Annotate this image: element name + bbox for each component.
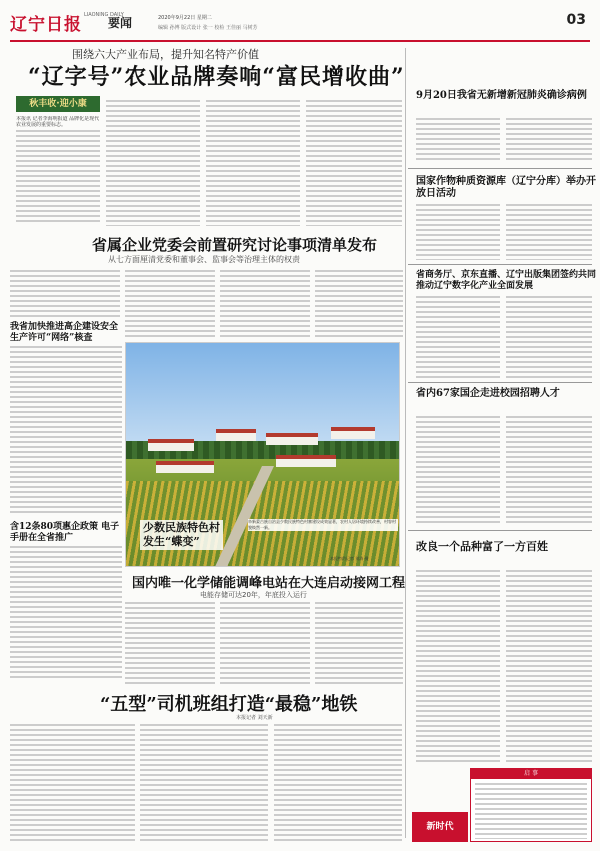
right-item4-col-2 [506,416,592,526]
right-item3-headline[interactable]: 省商务厅、京东直播、辽宁出版集团签约共同推动辽宁数字化产业全面发展 [416,270,597,291]
right-item2-col-1 [416,204,500,260]
story4-headline[interactable]: “五型”司机班组打造“最稳”地铁 [100,694,358,715]
left-story-a-headline[interactable]: 我省加快推进高企建设安全生产许可“网络”核查 [10,322,119,343]
right-divider [408,530,592,531]
masthead [10,8,590,42]
story2-col-2 [125,270,215,338]
right-item5-col-1 [416,570,500,762]
notice-body [475,783,587,839]
lead-headline[interactable]: “辽字号”农业品牌奏响“富民增收曲” [28,64,405,90]
right-item2-headline[interactable]: 国家作物种质资源库（辽宁分库）举办开放日活动 [416,176,596,199]
right-item5-headline[interactable]: 改良一个品种富了一方百姓 [416,540,548,553]
story4-col-3 [274,724,402,842]
house [156,461,214,473]
logo-subtext: LIAONING DAILY [84,12,124,18]
harvest-banner-tag: 秋丰收·迎小康 [16,96,100,112]
story2-headline[interactable]: 省属企业党委会前置研究讨论事项清单发布 [92,236,378,254]
lead-article-col-4 [306,100,402,226]
house [331,427,375,439]
left-story-b-headline[interactable]: 含12条80项惠企政策 电子手册在全省推广 [10,522,120,543]
story3-subhead: 电能存储可达20年，年底投入运行 [200,591,307,599]
section-title: 要闻 [108,16,133,30]
notice-title: 启 事 [471,769,591,779]
story2-col-1 [10,270,120,318]
column-divider [405,48,406,838]
story2-subhead: 从七方面厘清党委和董事会、监事会等治理主体的权责 [108,255,300,264]
photo-caption-title: 少数民族特色村 发生“蝶变” [140,520,223,550]
photo-caption-text: 阜新蒙古族自治县少数民族特色村寨建设成效显著，农村人居环境持续改善，村容村貌焕然一新。 [248,519,396,530]
right-divider [408,264,592,265]
lead-lede: 本报讯 记者李海明报道 品牌化是现代农业发展的重要标志。 [16,116,100,128]
story3-col-2 [220,602,310,684]
editor-credits: 编辑 孙博 版式设计 张一 校检 王佳丽 马树芳 [158,25,258,31]
story3-col-1 [125,602,215,684]
right-item4-headline[interactable]: 省内67家国企走进校园招聘人才 [416,388,560,399]
right-item1-col-2 [506,118,592,162]
house [216,429,256,441]
left-story-b-body [10,546,122,680]
xinshidai-logo: 新时代 [412,812,468,842]
story2-col-3 [220,270,310,338]
lead-article-col-1 [16,116,100,226]
right-item3-col-2 [506,296,592,378]
right-item2-col-2 [506,204,592,260]
right-item1-headline[interactable]: 9月20日我省无新增新冠肺炎确诊病例 [416,90,587,101]
lead-article-col-2 [106,100,200,226]
newspaper-logo: 辽宁日报 [10,15,82,35]
right-item5-col-2 [506,570,592,762]
photo-credit: 本报特约记者 刘涛 摄 [330,556,369,561]
story4-byline: 本报记者 刘天新 [236,715,273,721]
house [148,439,194,451]
house [276,455,336,467]
lead-article-col-3 [206,100,300,226]
issue-date: 2020年9月22日 星期二 [158,15,212,21]
left-story-a-body [10,346,122,516]
story4-col-1 [10,724,135,842]
story4-col-2 [140,724,268,842]
page-number: 03 [566,12,586,28]
story3-col-3 [315,602,403,684]
story3-headline[interactable]: 国内唯一化学储能调峰电站在大连启动接网工程 [132,576,406,591]
right-item3-col-1 [416,296,500,378]
right-item4-col-1 [416,416,500,526]
story2-col-4 [315,270,403,338]
right-divider [408,168,592,169]
notice-box [470,768,592,842]
lead-kicker: 围绕六大产业布局，提升知名特产价值 [72,48,259,61]
right-divider [408,382,592,383]
right-item1-col-1 [416,118,500,162]
house [266,433,318,445]
